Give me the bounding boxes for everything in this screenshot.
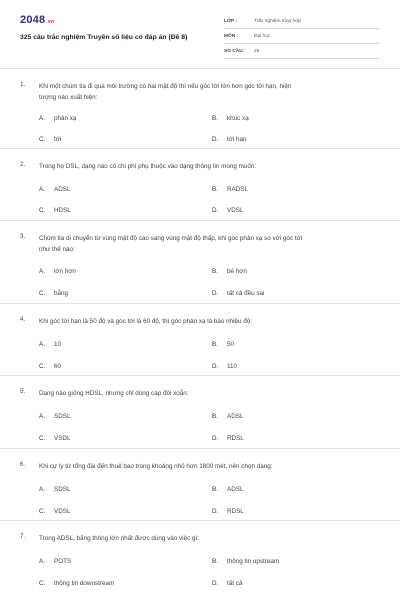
option-text: VDSL <box>227 207 244 214</box>
question-item <box>0 70 400 149</box>
question-list <box>0 70 400 591</box>
option-b[interactable] <box>212 413 243 420</box>
option-letter: B. <box>212 268 218 275</box>
option-letter: C. <box>39 435 46 442</box>
question-text <box>39 81 379 103</box>
option-c[interactable] <box>39 136 61 143</box>
meta-row-class <box>224 14 380 29</box>
option-letter: B. <box>212 413 218 420</box>
question-line: Trong ADSL, băng thông lớn nhất được dùng vào việc gì: <box>39 535 199 542</box>
question-text <box>39 233 379 255</box>
question-text <box>39 533 379 544</box>
question-item <box>0 304 400 376</box>
option-letter: A. <box>39 486 45 493</box>
option-letter: B. <box>212 341 218 348</box>
question-number: 1. <box>20 81 26 88</box>
question-item <box>0 449 400 521</box>
question-text <box>39 461 379 472</box>
option-text: tới hạn <box>227 136 247 143</box>
logo-sub-text: .vn <box>46 19 55 25</box>
option-letter: A. <box>39 268 45 275</box>
site-logo[interactable] <box>20 14 54 26</box>
option-text: tới <box>54 136 62 143</box>
option-text: SDSL <box>54 413 71 420</box>
question-number: 5. <box>20 388 26 395</box>
meta-key: LỚP : <box>224 18 238 24</box>
option-d[interactable] <box>212 580 242 587</box>
question-line: Chùm tia di chuyển từ vùng mật độ cao sang vùng mật độ thấp, khi góc phản xạ so với góc tới <box>39 235 303 242</box>
page-header <box>0 0 400 64</box>
meta-value: Trắc nghiệm tổng hợp <box>254 18 301 24</box>
option-a[interactable] <box>39 341 61 348</box>
option-a[interactable] <box>39 486 70 493</box>
option-text: 110 <box>227 363 238 370</box>
option-d[interactable] <box>212 207 243 214</box>
option-c[interactable] <box>39 508 70 515</box>
question-item <box>0 376 400 449</box>
option-letter: D. <box>212 207 219 214</box>
option-letter: A. <box>39 558 45 565</box>
option-letter: D. <box>212 136 219 143</box>
option-a[interactable] <box>39 186 70 193</box>
option-text: tất cả đều sai <box>227 290 265 297</box>
question-number: 3. <box>20 233 26 240</box>
option-c[interactable] <box>39 435 70 442</box>
option-text: 60 <box>54 363 62 370</box>
meta-key: MÔN : <box>224 33 239 39</box>
option-letter: B. <box>212 186 218 193</box>
option-text: ADSL <box>227 413 244 420</box>
option-text: ADSL <box>54 186 71 193</box>
option-text: VSDL <box>54 435 71 442</box>
option-d[interactable] <box>212 435 244 442</box>
question-number: 7. <box>20 533 26 540</box>
question-item <box>0 149 400 221</box>
option-c[interactable] <box>39 580 114 587</box>
option-d[interactable] <box>212 508 244 515</box>
question-text <box>39 388 379 399</box>
option-letter: B. <box>212 486 218 493</box>
question-line: Dạng nào giống HDSL, nhưng chỉ dùng cáp đôi xoắn: <box>39 390 189 397</box>
option-text: RDSL <box>227 508 244 515</box>
option-b[interactable] <box>212 186 248 193</box>
option-b[interactable] <box>212 558 279 565</box>
option-letter: A. <box>39 115 45 122</box>
question-text <box>39 316 379 327</box>
logo-main-text: 2048 <box>20 14 46 26</box>
option-letter: A. <box>39 413 45 420</box>
question-number: 6. <box>20 461 26 468</box>
question-item <box>0 221 400 304</box>
option-letter: A. <box>39 341 45 348</box>
option-letter: C. <box>39 290 46 297</box>
option-a[interactable] <box>39 413 70 420</box>
option-text: thông tin downstream <box>54 580 115 587</box>
exam-title: 325 câu trắc nghiệm Truyền số liệu có đáp án (Đề 8) <box>20 34 188 41</box>
option-b[interactable] <box>212 486 243 493</box>
option-letter: C. <box>39 136 46 143</box>
option-letter: D. <box>212 363 219 370</box>
option-letter: A. <box>39 186 45 193</box>
option-letter: D. <box>212 290 219 297</box>
option-text: 50 <box>227 341 235 348</box>
option-a[interactable] <box>39 115 76 122</box>
question-line: Trong họ DSL, dạng nào có chi phí phụ thuộc vào dạng thông tin mong muốn: <box>39 163 257 170</box>
option-text: RDSL <box>227 435 244 442</box>
option-text: HDSL <box>54 207 71 214</box>
option-letter: D. <box>212 435 219 442</box>
exam-meta <box>224 14 380 59</box>
option-b[interactable] <box>212 268 247 275</box>
option-text: tất cả <box>227 580 243 587</box>
option-a[interactable] <box>39 268 76 275</box>
question-line: như thế nào: <box>39 246 75 253</box>
option-c[interactable] <box>39 363 61 370</box>
option-d[interactable] <box>212 136 247 143</box>
option-a[interactable] <box>39 558 71 565</box>
option-text: thông tin upstream <box>227 558 280 565</box>
meta-row-subject <box>224 29 380 44</box>
option-text: 10 <box>54 341 62 348</box>
option-c[interactable] <box>39 207 71 214</box>
option-d[interactable] <box>212 363 237 370</box>
question-number: 4. <box>20 316 26 323</box>
option-text: POTS <box>54 558 72 565</box>
option-text: ADSL <box>227 486 244 493</box>
question-line: Khi góc tới hạn là 50 độ và góc tới là 60 độ, thì góc phản xạ là bao nhiêu độ: <box>39 318 253 325</box>
option-d[interactable] <box>212 290 264 297</box>
option-text: RADSL <box>227 186 248 193</box>
option-letter: C. <box>39 580 46 587</box>
option-letter: B. <box>212 115 218 122</box>
meta-key: SỐ CÂU : <box>224 48 246 54</box>
question-line: Khi cự ly từ tổng đài đến thuê bao trong khoảng nhỏ hơn 1800 mét, nên chọn dạng: <box>39 463 273 470</box>
option-letter: B. <box>212 558 218 565</box>
option-letter: D. <box>212 580 219 587</box>
option-text: VDSL <box>54 508 71 515</box>
option-letter: C. <box>39 363 46 370</box>
option-b[interactable] <box>212 341 234 348</box>
meta-row-count <box>224 44 380 59</box>
question-number: 2. <box>20 161 26 168</box>
option-text: khúc xạ <box>227 115 249 122</box>
option-letter: D. <box>212 508 219 515</box>
question-item <box>0 521 400 591</box>
option-text: lớn hơn <box>54 268 76 275</box>
option-c[interactable] <box>39 290 68 297</box>
option-text: phản xạ <box>54 115 77 122</box>
question-text <box>39 161 379 172</box>
meta-value: 25 <box>254 48 260 54</box>
option-letter: C. <box>39 508 46 515</box>
meta-value: Đại học <box>254 33 271 39</box>
option-text: SDSL <box>54 486 71 493</box>
option-text: bé hơn <box>227 268 247 275</box>
option-text: bằng <box>54 290 69 297</box>
option-letter: C. <box>39 207 46 214</box>
question-line: Khi một chùm tia đi qua môi trường có hai mật độ thì nếu góc tới lớn hơn góc tới hạn, hiện <box>39 83 292 90</box>
question-line: tượng nào xuất hiện: <box>39 94 98 101</box>
option-b[interactable] <box>212 115 249 122</box>
header-divider <box>0 68 400 69</box>
